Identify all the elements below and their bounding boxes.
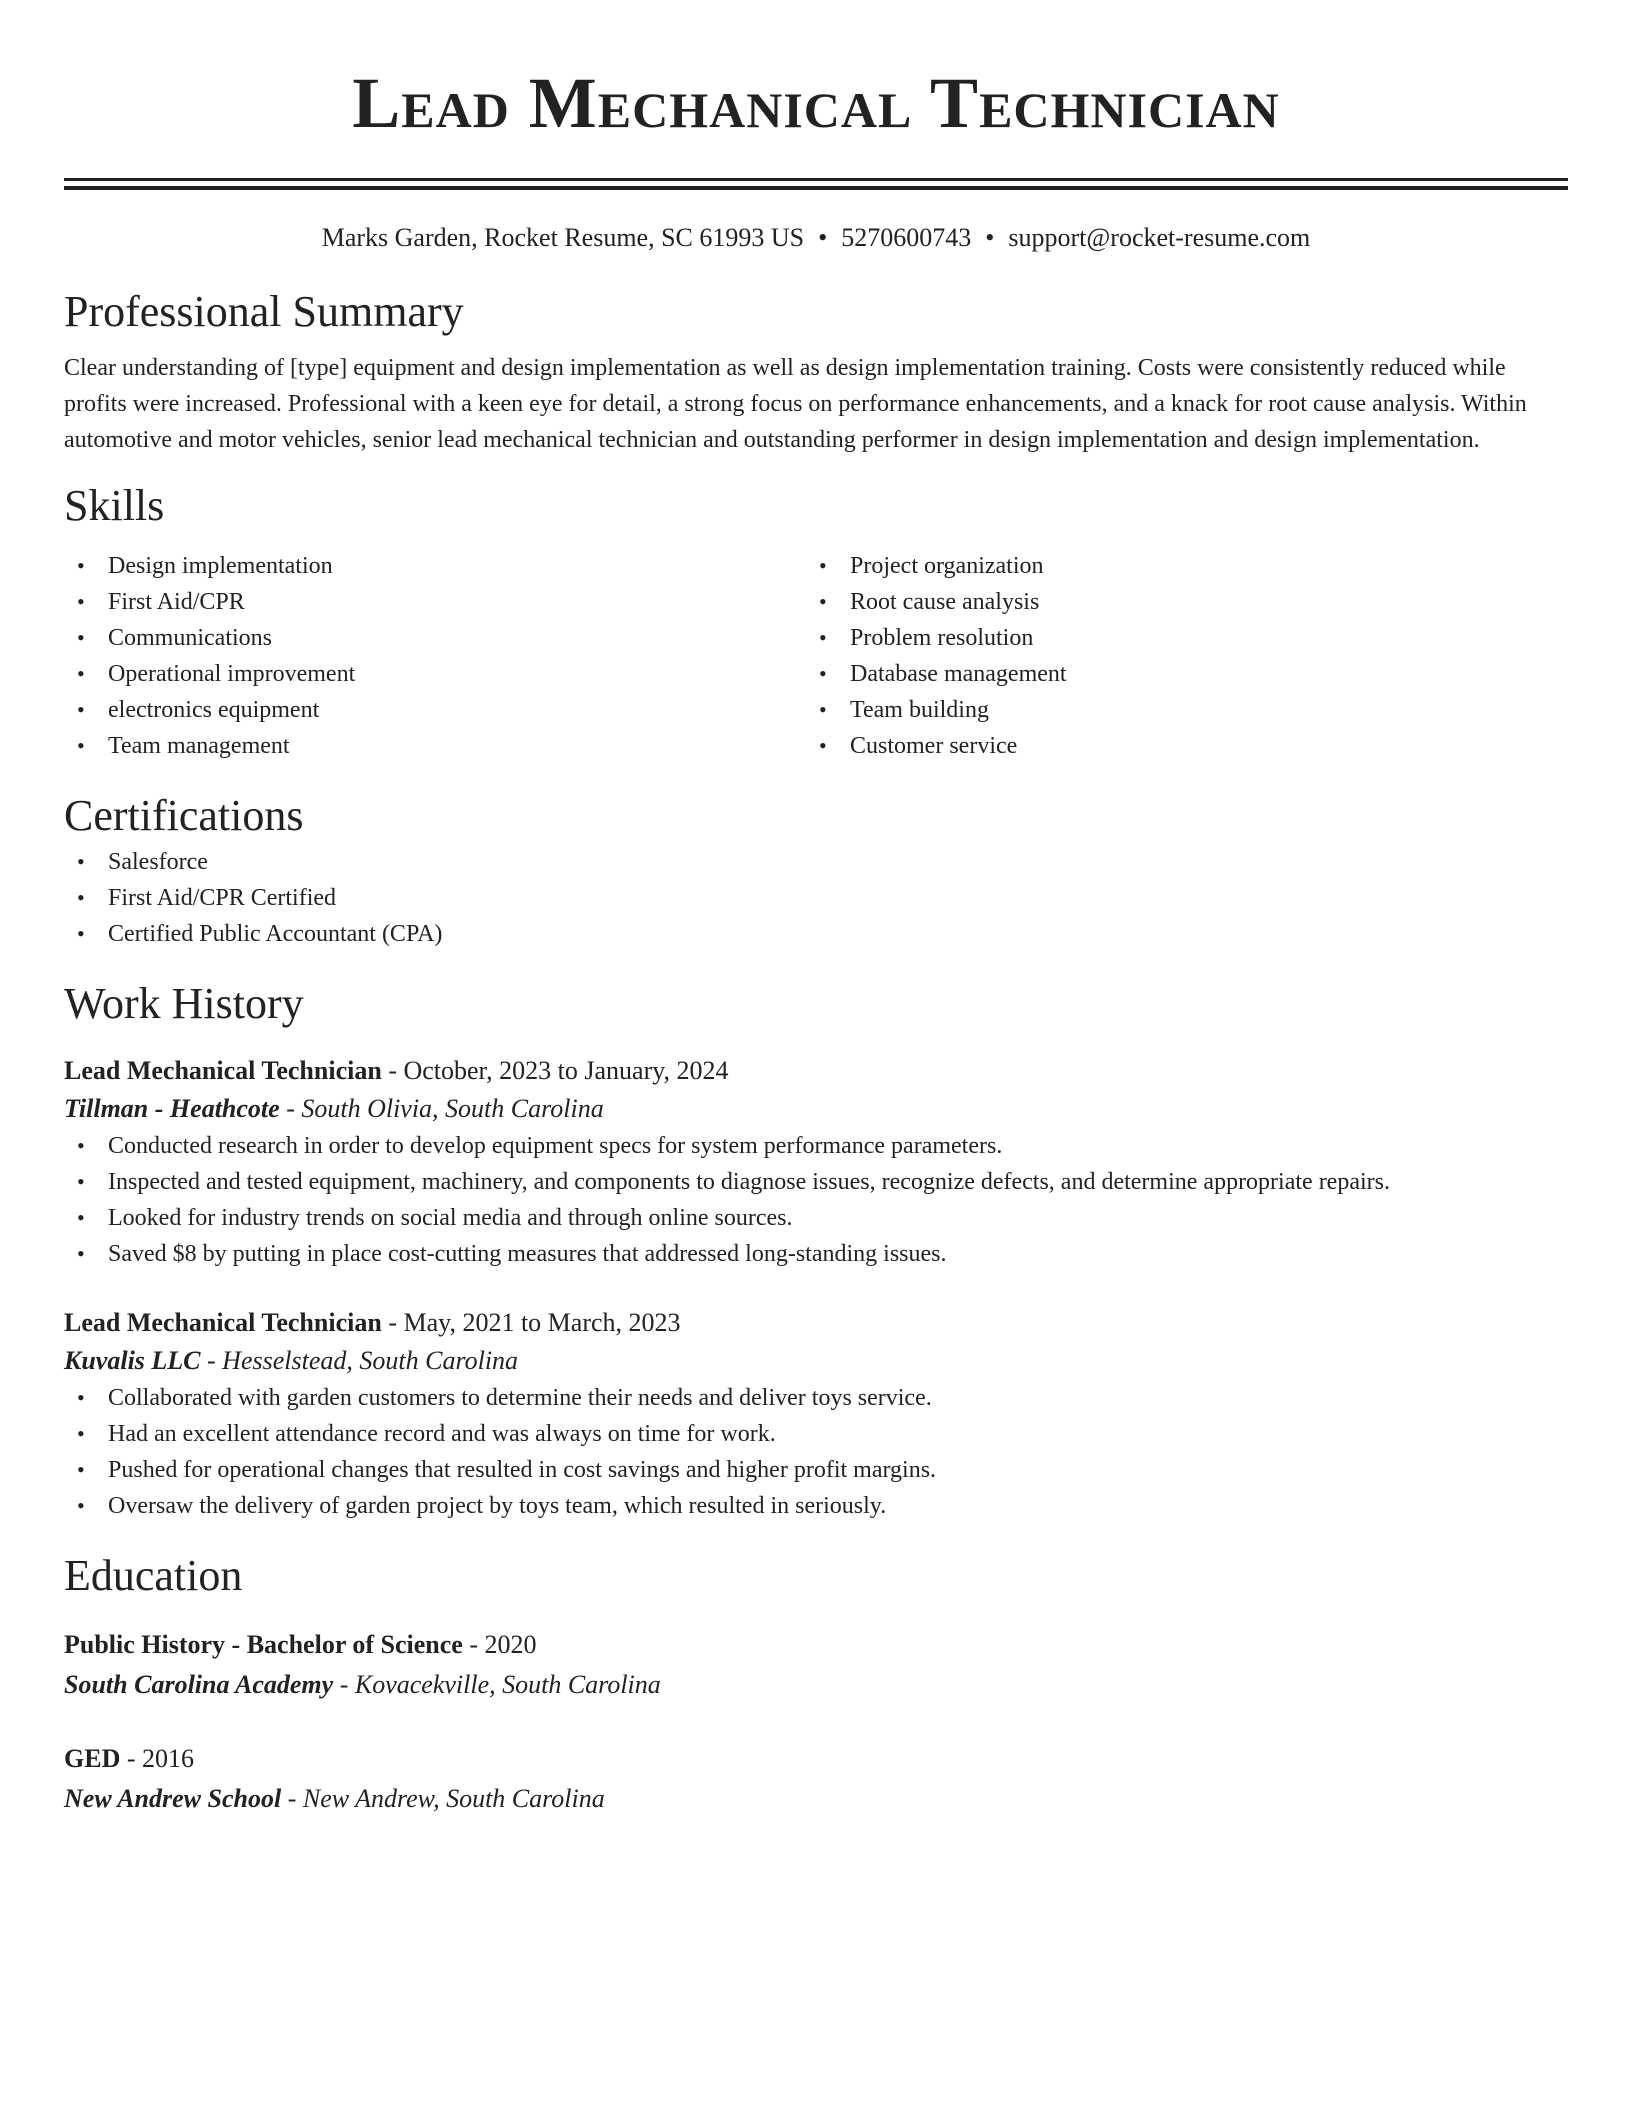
education-school-line [64, 1664, 1568, 1706]
education-school-line [64, 1778, 1568, 1820]
job-header [64, 1304, 1568, 1342]
certifications-list [64, 844, 1568, 952]
skill-item: • Problem resolution [806, 620, 1548, 656]
contact-address: Marks Garden, Rocket Resume, SC 61993 US [321, 223, 805, 252]
education-heading: Education [64, 1551, 243, 1600]
education-school: New Andrew School [64, 1784, 282, 1813]
education-school: South Carolina Academy [64, 1670, 334, 1699]
contact-separator: • [985, 223, 995, 252]
skills-heading: Skills [64, 481, 165, 530]
skill-item: • Team building [806, 692, 1548, 728]
job-company: Kuvalis LLC [64, 1346, 201, 1375]
job-location: - South Olivia, South Carolina [279, 1094, 604, 1123]
job-duty: • Collaborated with garden customers to determine their needs and deliver toys service. [64, 1380, 1568, 1416]
job-duty: • Saved $8 by putting in place cost-cutting measures that addressed long-standing issues. [64, 1236, 1568, 1272]
job-duty: • Oversaw the delivery of garden project by toys team, which resulted in seriously. [64, 1488, 1568, 1524]
job-duty: • Conducted research in order to develop equipment specs for system performance parameters. [64, 1128, 1568, 1164]
skill-item: • Communications [64, 620, 806, 656]
job-company-line [64, 1090, 1568, 1128]
education-year: - 2020 [462, 1630, 537, 1659]
contact-phone: 5270600743 [841, 223, 972, 252]
job-role: Lead Mechanical Technician [64, 1056, 382, 1085]
skill-item: • Project organization [806, 548, 1548, 584]
education-degree: GED [64, 1744, 121, 1773]
skill-item: • Operational improvement [64, 656, 806, 692]
job-dates: - October, 2023 to January, 2024 [381, 1056, 729, 1085]
resume-title: Lead Mechanical Technician [352, 63, 1280, 143]
education-header [64, 1626, 1568, 1664]
contact-separator: • [818, 223, 828, 252]
certifications-heading: Certifications [64, 791, 304, 840]
title-divider [64, 178, 1568, 190]
job-duty: • Pushed for operational changes that resulted in cost savings and higher profit margins. [64, 1452, 1568, 1488]
job-duty: • Inspected and tested equipment, machinery, and components to diagnose issues, recognize defects, and determine appropriate repairs. [64, 1164, 1568, 1200]
education-location: - New Andrew, South Carolina [281, 1784, 605, 1813]
job-company: Tillman - Heathcote [64, 1094, 280, 1123]
work-history-heading: Work History [64, 979, 304, 1028]
skills-left-column [64, 548, 806, 764]
job-location: - Hesselstead, South Carolina [200, 1346, 519, 1375]
education-location: - Kovacekville, South Carolina [333, 1670, 661, 1699]
job-header [64, 1052, 1568, 1090]
summary-text: Clear understanding of [type] equipment and design implementation as well as design implementation training. Costs were consistently reduced while profits were increased. Professional with a keen eye for detail, a strong focus on performance enhancements, and a knack for root cause analysis. Within automotive and motor vehicles, senior lead mechanical technician and outstanding performer in design implementation and design implementation. [64, 355, 1527, 453]
skill-item: • electronics equipment [64, 692, 806, 728]
job-duties-list [64, 1380, 1568, 1524]
skill-item: • Customer service [806, 728, 1548, 764]
education-year: - 2016 [120, 1744, 195, 1773]
certification-item: • Certified Public Accountant (CPA) [64, 916, 1568, 952]
contact-line [64, 220, 1568, 256]
job-role: Lead Mechanical Technician [64, 1308, 382, 1337]
job-duties-list [64, 1128, 1568, 1272]
skill-item: • First Aid/CPR [64, 584, 806, 620]
certification-item: • Salesforce [64, 844, 1568, 880]
certification-item: • First Aid/CPR Certified [64, 880, 1568, 916]
skill-item: • Team management [64, 728, 806, 764]
skills-right-column [806, 548, 1548, 764]
job-duty: • Had an excellent attendance record and was always on time for work. [64, 1416, 1568, 1452]
summary-heading: Professional Summary [64, 287, 464, 336]
skill-item: • Design implementation [64, 548, 806, 584]
contact-email: support@rocket-resume.com [1008, 223, 1311, 252]
job-dates: - May, 2021 to March, 2023 [381, 1308, 681, 1337]
skill-item: • Root cause analysis [806, 584, 1548, 620]
skills-grid [64, 548, 1568, 764]
skill-item: • Database management [806, 656, 1548, 692]
job-duty: • Looked for industry trends on social media and through online sources. [64, 1200, 1568, 1236]
education-degree: Public History - Bachelor of Science [64, 1630, 463, 1659]
education-header [64, 1740, 1568, 1778]
job-company-line [64, 1342, 1568, 1380]
